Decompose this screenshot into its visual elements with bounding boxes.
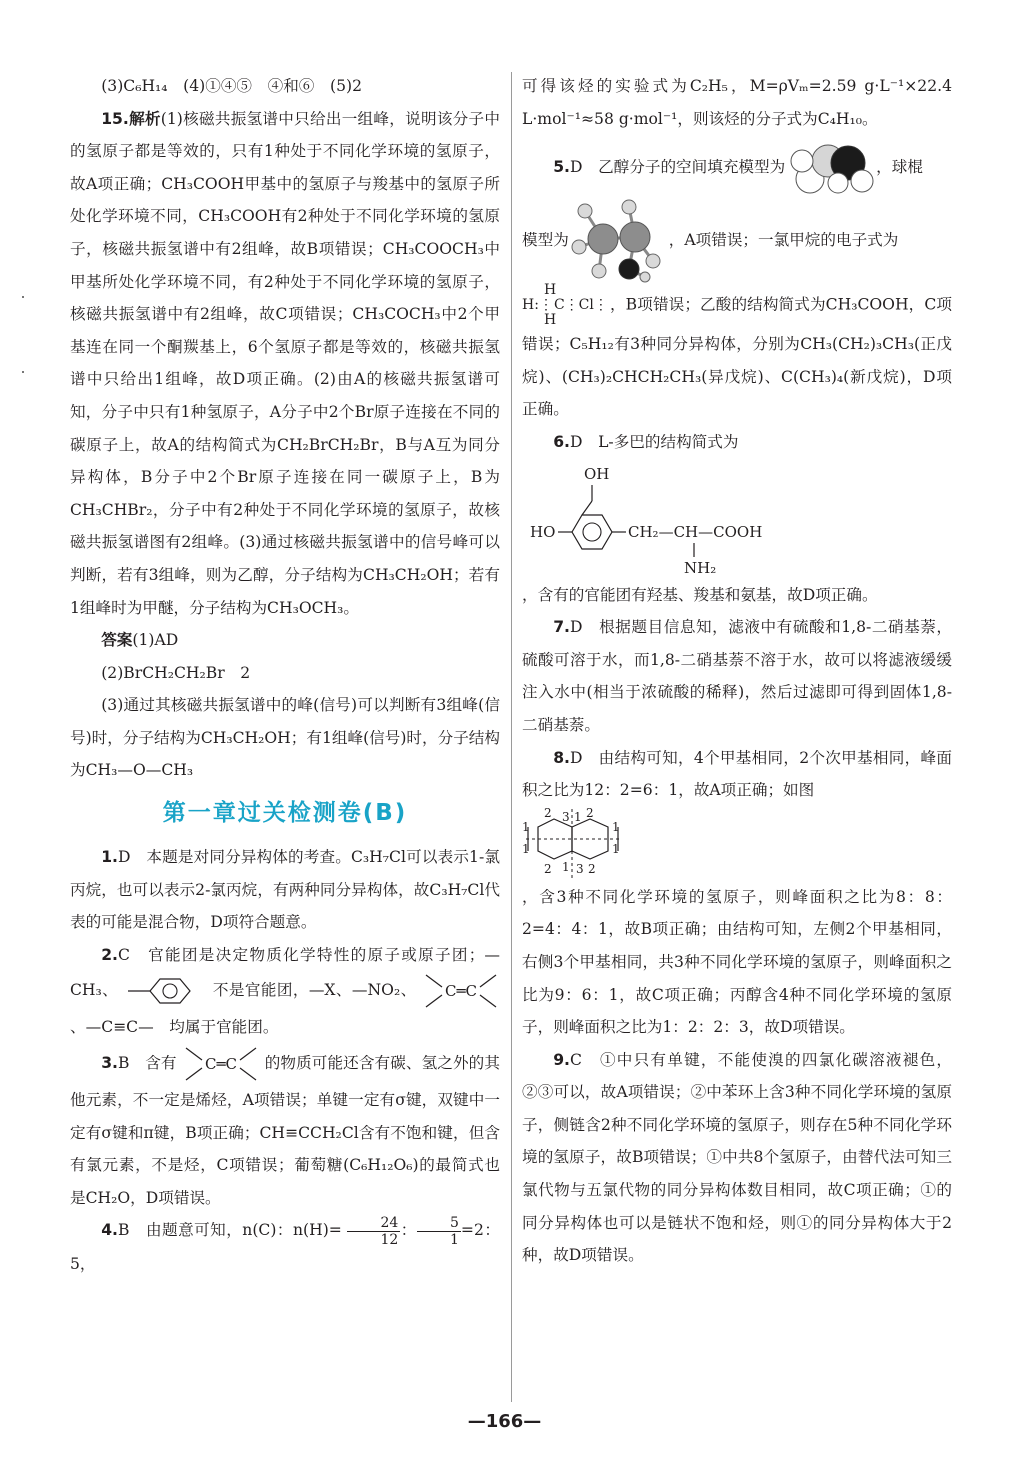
answer-block — [70, 624, 500, 657]
question-5-text-c: 模型为 — [522, 230, 569, 249]
question-5-text-e: ，B项错误；乙酸的结构简式为CH₃COOH，C项错误；C₅H₁₂有3种同分异构体，分别为CH₃(CH₂)₃CH₃(正戊烷)、(CH₃)₂CHCH₂CH₃(异戊烷)、C(CH₃)₄(新戊烷)，D项正确。 — [522, 295, 952, 419]
svg-text:NH₂: NH₂ — [684, 558, 717, 577]
question-15-text: (1)核磁共振氢谱中只给出一组峰，说明该分子中的氢原子都是等效的，只有1种处于不同化学环境的氢原子，故A项正确；CH₃COOH甲基中的氢原子与羧基中的氢原子所处化学环境不同，CH₃COOH有2种处于不同化学环境的氢原子，核磁共振氢谱中有2组峰，故B项错误；CH₃COOCH₃中甲基所处化学环境不同，有2种处于不同化学环境的氢原子，核磁共振氢谱中有2组峰，故C项错误；CH₃COCH₃中2个甲基连在同一个酮羰基上，6个氢原子都是等效的，核磁共振氢谱中只给出1组峰，故D项正确。(2)由A的核磁共振氢谱可知，分子中只有1种氢原子，A分子中2个Br原子连接在不同的碳原子上，故A的结构简式为CH₂BrCH₂Br，B与A互为同分异构体，B分子中2个Br原子连接在同一碳原子上，B为CH₃CHBr₂，分子中有2种处于不同化学环境的氢原子，故核磁共振氢谱图有2组峰。(3)通过核磁共振氢谱中的信号峰可以判断，若有3组峰，则为乙醇，分子结构为CH₃CH₂OH；若有1组峰时为甲醚，分子结构为CH₃OCH₃。 — [70, 109, 500, 617]
answer-label: 答案 — [101, 631, 133, 650]
answer-1: (1)AD — [132, 631, 179, 650]
section-title: 第一章过关检测卷(B) — [162, 800, 408, 827]
question-5-text-b: ，球棍 — [876, 158, 923, 177]
svg-text:CH₂—CH—COOH: CH₂—CH—COOH — [628, 522, 763, 541]
question-number: 3. — [101, 1054, 118, 1073]
question-3-text-a: B 含有 — [117, 1054, 177, 1073]
margin-dot — [22, 296, 24, 298]
dopa-row — [522, 459, 952, 579]
svg-text:2: 2 — [586, 806, 594, 820]
svg-text:1: 1 — [612, 841, 620, 856]
electron-formula: H H:⋮C⋮Cl⋮ H — [522, 282, 608, 329]
question-9-text: C ①中只有单键，不能使溴的四氯化碳溶液褪色，②③可以，故A项错误；②中苯环上含3种不同化学环境的氢原子，侧链含2种不同化学环境的氢原子，则存在5种不同化学环境的氢原子，故B项错误；①中共8个氢原子，由替代法可知三氯代物与五氯代物的同分异构体数目相同，故C项正确；①的同分异构体也可以是链状不饱和烃，则①的同分异构体大于2种，故D项错误。 — [522, 1050, 952, 1265]
svg-text:1: 1 — [612, 819, 620, 834]
margin-dot — [22, 371, 24, 373]
question-number: 8. — [553, 748, 570, 767]
question-6-text-a: D L-多巴的结构简式为 — [569, 432, 739, 451]
question-5-continued — [522, 283, 952, 426]
question-2-text-b: 不是官能团，—X、—NO₂、 — [212, 981, 417, 1000]
ball-stick-model-icon — [569, 197, 669, 283]
svg-text:1: 1 — [522, 819, 530, 834]
question-8 — [522, 742, 952, 807]
question-2-text: C 官能团是决定物质化学特性的原子或原子团；—CH₃、 — [70, 945, 500, 1000]
question-8-text-a: D 由结构可知，4个甲基相同，2个次甲基相同，峰面积之比为12：2=6：1，故A项正确；如图 — [522, 748, 952, 800]
fraction-5-1: $\frac{5}{1}$ — [417, 1215, 461, 1248]
svg-text:1: 1 — [562, 859, 570, 874]
alkene-group-icon — [422, 971, 500, 1011]
svg-text:2: 2 — [588, 861, 596, 876]
question-5-text-a: D 乙醇分子的空间填充模型为 — [569, 158, 786, 177]
question-5-text-d: ，A项错误；一氯甲烷的电子式为 — [668, 230, 899, 249]
svg-text:3: 3 — [562, 809, 570, 824]
question-1-text: D 本题是对同分异构体的考查。C₃H₇Cl可以表示1-氯丙烷，也可以表示2-氯丙烷，有两种同分异构体，故C₃H₇Cl代表的可能是混合物，D项符合题意。 — [70, 848, 500, 932]
question-5 — [522, 139, 952, 197]
question-number: 4. — [101, 1221, 118, 1240]
question-number: 2. — [101, 945, 118, 964]
svg-text:HO: HO — [530, 522, 556, 541]
page-number: —166— — [467, 1411, 542, 1432]
svg-text:OH: OH — [584, 464, 610, 483]
svg-text:2: 2 — [544, 861, 552, 876]
question-number: 1. — [101, 848, 118, 867]
question-3 — [70, 1044, 500, 1214]
question-8-continued: ，含3种不同化学环境的氢原子，则峰面积之比为8：8：2=4：4：1，故B项正确；由结构可知，左侧2个甲基相同，右侧3个甲基相同，共3种不同化学环境的氢原子，则峰面积之比为9：6：1，故C项正确；丙醇含4种不同化学环境的氢原子，则峰面积之比为1：2：2：3，故D项错误。 — [522, 887, 952, 1037]
question-15 — [70, 103, 500, 625]
question-4-continued: 可得该烃的实验式为C₂H₅，M=ρVₘ=2.59 g·L⁻¹×22.4 L·mol⁻¹≈58 g·mol⁻¹，则该烃的分子式为C₄H₁₀。 — [522, 77, 952, 128]
column-divider — [511, 72, 512, 1402]
fraction-24-12: $\frac{24}{12}$ — [347, 1215, 400, 1248]
question-1 — [70, 841, 500, 939]
l-dopa-structure-icon — [522, 459, 806, 579]
analysis-label: 解析 — [128, 109, 161, 128]
question-7-text: D 根据题目信息知，滤液中有硫酸和1,8-二硝基萘，硫酸可溶于水，而1,8-二硝基萘不溶于水，故可以将滤液缓缓注入水中(相当于浓硫酸的稀释)，然后过滤即可得到固体1,8-二硝基萘。 — [522, 618, 952, 734]
left-column — [70, 70, 500, 1281]
decalin-row — [522, 807, 952, 881]
question-number: 15. — [101, 109, 129, 128]
question-number: 9. — [553, 1050, 570, 1069]
question-7 — [522, 611, 952, 741]
question-number: 6. — [553, 432, 570, 451]
alkene-group-icon — [182, 1044, 260, 1084]
question-number: 5. — [553, 158, 570, 177]
svg-text:C═C: C═C — [204, 1055, 237, 1074]
svg-text:1: 1 — [574, 809, 582, 824]
right-column — [522, 70, 952, 1272]
svg-text:1: 1 — [522, 841, 530, 856]
question-2-text-c: 、—C≡C— 均属于官能团。 — [70, 1018, 279, 1037]
answer-line-3-5: (3)C₆H₁₄ (4)①④⑤ ④和⑥ (5)2 — [101, 77, 363, 95]
benzene-ring-icon — [124, 976, 208, 1006]
question-9 — [522, 1044, 952, 1272]
question-4-text: B 由题意可知，n(C)：n(H)= — [117, 1221, 342, 1240]
question-4 — [70, 1214, 500, 1280]
question-number: 7. — [553, 618, 570, 637]
ratio-separator: ： — [400, 1221, 417, 1240]
svg-text:2: 2 — [544, 806, 552, 820]
space-filling-model-icon — [790, 139, 876, 197]
svg-text:3: 3 — [576, 861, 584, 876]
answer-3: (3)通过其核磁共振氢谱中的峰(信号)可以判断有3组峰(信号)时，分子结构为CH₃CH₂OH；有1组峰(信号)时，分子结构为CH₃—O—CH₃ — [70, 696, 500, 780]
question-4-tail: =2：5， — [70, 1221, 500, 1273]
ball-stick-row — [522, 197, 952, 283]
answer-2: (2)BrCH₂CH₂Br 2 — [101, 663, 251, 682]
question-3-text-b: 的物质可能还含有碳、氢之外的其他元素，不一定是烯烃，A项错误；单键一定有σ键，双键中一定有σ键和π键，B项正确；CH≡CCH₂Cl含有不饱和键，但含有氯元素，不是烃，C项错误；葡萄糖(C₆H₁₂O₆)的最简式也是CH₂O，D项错误。 — [70, 1054, 500, 1207]
decalin-structure-icon — [522, 807, 630, 881]
svg-text:C═C: C═C — [444, 982, 477, 1001]
question-6-continued: ，含有的官能团有羟基、羧基和氨基，故D项正确。 — [522, 585, 878, 604]
question-2 — [70, 939, 500, 1044]
question-6 — [522, 426, 952, 459]
